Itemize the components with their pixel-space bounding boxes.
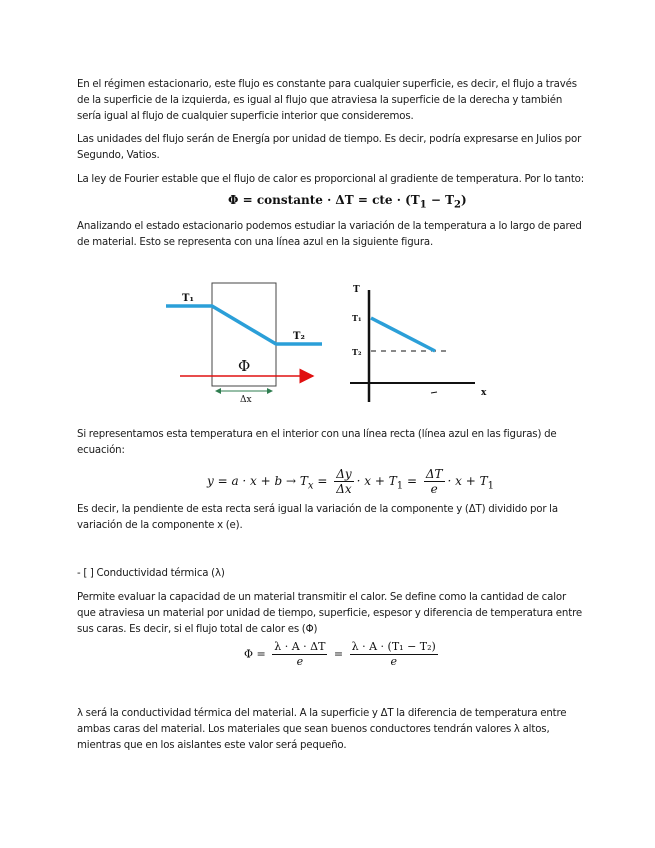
paragraph-unidades-flujo: Las unidades del flujo serán de Energía por unidad de tiempo. Es decir, podría expresarse en Julios por Segundo, Vatios.: [77, 134, 582, 161]
section-heading-conductividad: - [ ] Conductividad térmica (λ): [77, 568, 225, 579]
axis-label-t: T: [353, 285, 360, 295]
paragraph-lambda-explicacion: λ será la conductividad térmica del material. A la superficie y ΔT la diferencia de temperatura entre ambas caras del material. Los materiales que sean buenos conductores tendrán valores λ altos, mientras que en los aislantes este valor será pequeño.: [77, 708, 567, 751]
label-t1: T₁: [182, 293, 194, 304]
paragraph-ley-fourier: La ley de Fourier estable que el flujo de calor es proporcional al gradiente de temperatura. Por lo tanto:: [77, 174, 585, 185]
paragraph-estado-estacionario: Analizando el estado estacionario podemos estudiar la variación de la temperatura a lo largo de pared de material. Esto se representa con una línea azul en la siguiente figura.: [77, 221, 582, 248]
paragraph-pendiente: Es decir, la pendiente de esta recta será igual la variación de la componente y (ΔT) dividido por la variación de la componente x (e).: [77, 504, 558, 531]
equation-fourier: Φ = constante · ΔT = cte · $(T_1 - T_2)$: [228, 193, 467, 211]
label-phi: Φ: [238, 357, 251, 375]
tick-label-t2: T₂: [352, 347, 362, 357]
e-tick-mark: [431, 392, 437, 393]
axis-label-x: x: [481, 388, 487, 398]
figure-wall-temperature: [160, 275, 330, 407]
tick-label-t1: T₁: [352, 313, 362, 323]
label-t2: T₂: [293, 331, 305, 342]
paragraph-conductividad: Permite evaluar la capacidad de un material transmitir el calor. Se define como la cantidad de calor que atraviesa un material por unidad de tiempo, superficie, espesor y diferencia de temperatura entre sus caras. Es decir, si el flujo total de calor es (Φ): [77, 592, 582, 635]
paragraph-linea-recta: Si representamos esta temperatura en el interior con una línea recta (línea azul en las figuras) de ecuación:: [77, 429, 557, 456]
temperature-graph-line: [371, 318, 435, 351]
figure-temperature-graph: [345, 280, 475, 405]
equation-linea-recta: $y = a \cdot x + b \to T_x$ = $\frac{\Delta y}{\Delta x}$ · $x + T_1$ = $\frac{\Delta T}{e}$ · $x + T_1$: [207, 467, 494, 496]
label-dx: Δx: [240, 395, 252, 405]
paragraph-regimen-estacionario: En el régimen estacionario, este flujo es constante para cualquier superficie, es decir, el flujo a través de la superficie de la izquierda, es igual al flujo que atraviesa la superficie de la derecha y también sería igual al flujo de cualquier superficie interior que consideremos.: [77, 79, 577, 122]
equation-conductividad: Φ = $\frac{\lambda \cdot A \cdot \Delta T}{e}$ = $\frac{\text{λ · A · (T₁ − T₂)}}{e}$: [244, 640, 436, 668]
